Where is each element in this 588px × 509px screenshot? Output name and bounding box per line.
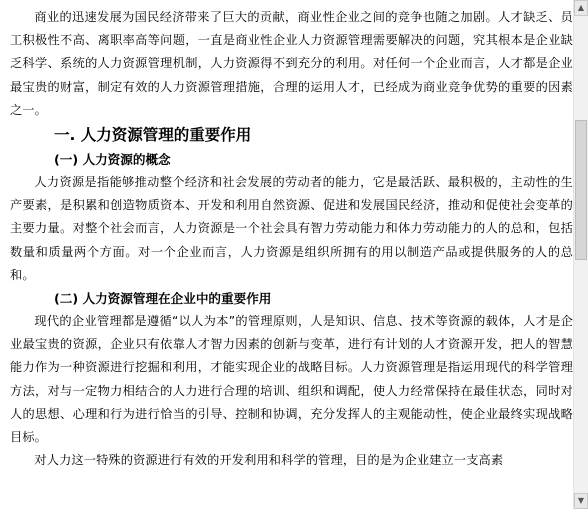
section-heading: 一. 人力资源管理的重要作用 bbox=[54, 126, 252, 145]
scroll-up-arrow-icon[interactable]: ▲ bbox=[574, 0, 588, 16]
subsection-heading-concept: (一) 人力资源的概念 bbox=[54, 152, 171, 168]
role-paragraph: 现代的企业管理都是遵循“以人为本”的管理原则，人是知识、信息、技术等资源的载体，人才是企业最宝贵的资源，企业只有依靠人才智力因素的创新与变革，进行有计划的人才资源开发，把人的智慧能力作为一种资源进行挖掘和利用，才能实现企业的战略目标。人力资源管理是指运用现代的科学管理方法，对与一定物力相结合的人力进行合理的培训、组织和调配，使人力经常保持在最佳状态，同时对人的思想、心理和行为进行恰当的引导、控制和协调，充分发挥人的主观能动性，使企业最终实现战略目标。 bbox=[10, 314, 573, 445]
scroll-down-arrow-icon[interactable]: ▼ bbox=[574, 493, 588, 509]
concept-paragraph: 人力资源是指能够推动整个经济和社会发展的劳动者的能力，它是最活跃、最积极的，主动性的生产要素，是积累和创造物质资本、开发和利用自然资源、促进和发展国民经济，推动和促使社会变革的主要力量。对整个社会而言，人力资源是一个社会具有智力劳动能力和体力劳动能力的人的总和，包括数量和质量两个方面。对一个企业而言，人力资源是组织所拥有的用以制造产品或提供服务的人的总和。 bbox=[10, 175, 573, 282]
subsection-heading-role: (二) 人力资源管理在企业中的重要作用 bbox=[54, 291, 272, 307]
continuation-paragraph: 对人力这一特殊的资源进行有效的开发利用和科学的管理，目的是为企业建立一支高素 bbox=[34, 453, 504, 468]
vertical-scrollbar[interactable] bbox=[573, 0, 588, 509]
intro-paragraph: 商业的迅速发展为国民经济带来了巨大的贡献，商业性企业之间的竞争也随之加剧。人才缺乏、员工积极性不高、离职率高等问题，一直是商业性企业人力资源管理需要解决的问题，究其根本是企业缺乏科学、系统的人力资源管理机制，人力资源得不到充分的利用。对任何一个企业而言，人才都是企业最宝贵的财富，制定有效的人力资源管理措施，合理的运用人才，已经成为商业竞争优势的重要的因素之一。 bbox=[10, 10, 573, 117]
scroll-thumb[interactable] bbox=[575, 120, 587, 260]
document-body bbox=[10, 6, 573, 472]
